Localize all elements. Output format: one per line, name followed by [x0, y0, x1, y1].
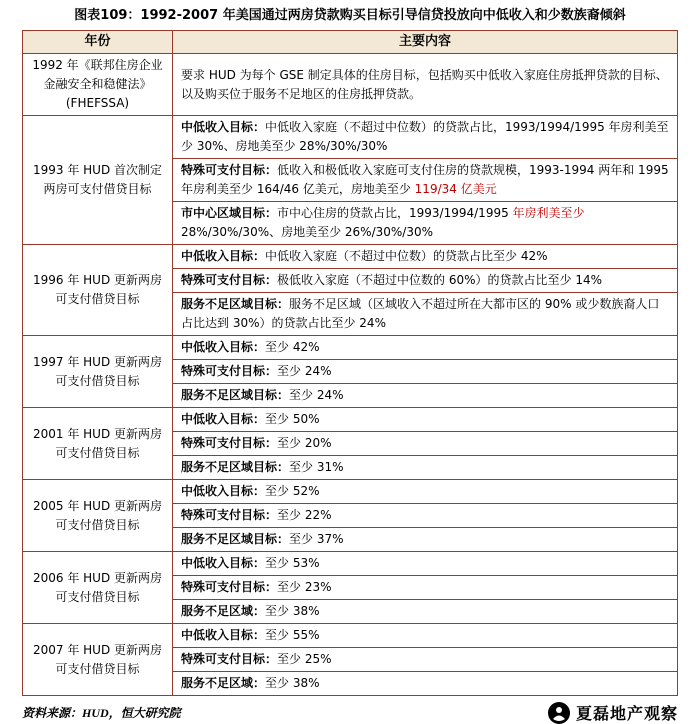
content-cell	[173, 456, 678, 480]
year-cell: 1992 年《联邦住房企业金融安全和稳健法》(FHEFSSA)	[23, 54, 173, 116]
content-label: 服务不足区域：	[181, 604, 266, 618]
content-label: 服务不足区域：	[181, 676, 266, 690]
table-row	[23, 54, 678, 116]
content-text: 中低收入家庭（不超过中位数）的贷款占比至少 42%	[265, 249, 548, 263]
year-cell: 1997 年 HUD 更新两房可支付借贷目标	[23, 336, 173, 408]
content-cell	[173, 648, 678, 672]
content-label: 特殊可支付目标：	[181, 508, 278, 522]
content-text: 年房利美至少	[512, 206, 585, 220]
content-text: 服务不足区域（区域收入不超过所在大都市区的 90% 或少数族裔人口占比达到 30%）的贷款占比至少 24%	[181, 297, 660, 330]
content-label: 特殊可支付目标：	[181, 580, 278, 594]
content-label: 服务不足区域目标：	[181, 297, 290, 311]
content-label: 中低收入目标：	[181, 484, 266, 498]
content-label: 中低收入目标：	[181, 249, 266, 263]
content-text: 至少 42%	[265, 340, 320, 354]
watermark-text: 夏磊地产观察	[575, 704, 678, 723]
content-text: 市中心住房的贷款占比，1993/1994/1995	[277, 206, 513, 220]
table-row	[23, 480, 678, 504]
content-text: 至少 38%	[265, 676, 320, 690]
table-row	[23, 624, 678, 648]
content-text: 至少 23%	[277, 580, 332, 594]
content-label: 中低收入目标：	[181, 556, 266, 570]
table-header-row	[23, 31, 678, 54]
year-cell: 1996 年 HUD 更新两房可支付借贷目标	[23, 245, 173, 336]
column-header-year: 年份	[23, 31, 173, 54]
content-label: 特殊可支付目标：	[181, 436, 278, 450]
content-label: 特殊可支付目标：	[181, 163, 278, 177]
content-label: 服务不足区域目标：	[181, 388, 290, 402]
year-cell: 2007 年 HUD 更新两房可支付借贷目标	[23, 624, 173, 696]
content-cell	[173, 672, 678, 696]
content-cell	[173, 432, 678, 456]
content-table	[22, 30, 678, 696]
content-cell	[173, 293, 678, 336]
content-label: 服务不足区域目标：	[181, 460, 290, 474]
footer	[22, 696, 678, 724]
year-cell: 2001 年 HUD 更新两房可支付借贷目标	[23, 408, 173, 480]
source-note: 资料来源：HUD，恒大研究院	[22, 706, 181, 720]
column-header-content: 主要内容	[173, 31, 678, 54]
year-cell: 2005 年 HUD 更新两房可支付借贷目标	[23, 480, 173, 552]
table-row	[23, 245, 678, 269]
content-text: 至少 55%	[265, 628, 320, 642]
watermark-logo-icon	[548, 702, 570, 724]
content-text: 至少 25%	[277, 652, 332, 666]
content-cell	[173, 54, 678, 116]
content-label: 服务不足区域目标：	[181, 532, 290, 546]
year-cell: 1993 年 HUD 首次制定两房可支付借贷目标	[23, 116, 173, 245]
content-label: 中低收入目标：	[181, 412, 266, 426]
content-label: 特殊可支付目标：	[181, 273, 278, 287]
content-cell	[173, 360, 678, 384]
content-text: 119/34 亿美元	[414, 182, 497, 196]
content-cell	[173, 269, 678, 293]
content-text: 要求 HUD 为每个 GSE 制定具体的住房目标，包括购买中低收入家庭住房抵押贷款的目标、以及购买位于服务不足地区的住房抵押贷款。	[181, 67, 668, 101]
content-text: 至少 52%	[265, 484, 320, 498]
content-label: 特殊可支付目标：	[181, 364, 278, 378]
content-cell	[173, 408, 678, 432]
content-text: 低收入和极低收入家庭可支付住房的贷款规模，1993-1994 两年和 1995 年房利美至少 164/46 亿美元，房地美至少	[181, 163, 669, 196]
content-label: 中低收入目标：	[181, 120, 266, 134]
content-cell	[173, 116, 678, 159]
table-body	[23, 54, 678, 696]
content-text: 至少 24%	[277, 364, 332, 378]
content-text: 至少 38%	[265, 604, 320, 618]
content-text: 至少 37%	[289, 532, 344, 546]
content-text: 极低收入家庭（不超过中位数的 60%）的贷款占比至少 14%	[277, 273, 602, 287]
content-text: 至少 31%	[289, 460, 344, 474]
content-cell	[173, 159, 678, 202]
content-label: 中低收入目标：	[181, 340, 266, 354]
content-text: 至少 50%	[265, 412, 320, 426]
content-cell	[173, 624, 678, 648]
content-cell	[173, 202, 678, 245]
content-cell	[173, 600, 678, 624]
content-cell	[173, 336, 678, 360]
content-cell	[173, 504, 678, 528]
table-row	[23, 336, 678, 360]
table-row	[23, 552, 678, 576]
figure-title: 图表109：1992-2007 年美国通过两房贷款购买目标引导信贷投放向中低收入和少数族裔倾斜	[74, 8, 626, 23]
content-cell	[173, 528, 678, 552]
content-text: 至少 53%	[265, 556, 320, 570]
content-label: 市中心区域目标：	[181, 206, 278, 220]
content-cell	[173, 576, 678, 600]
year-cell: 2006 年 HUD 更新两房可支付借贷目标	[23, 552, 173, 624]
watermark	[548, 701, 678, 724]
table-row	[23, 116, 678, 159]
content-text: 至少 24%	[289, 388, 344, 402]
content-text: 中低收入家庭（不超过中位数）的贷款占比，1993/1994/1995 年房利美至少 30%、房地美至少 28%/30%/30%	[181, 120, 669, 153]
table-row	[23, 408, 678, 432]
content-text: 28%/30%/30%、房地美至少 26%/30%/30%	[181, 225, 434, 239]
content-label: 中低收入目标：	[181, 628, 266, 642]
content-text: 至少 20%	[277, 436, 332, 450]
content-cell	[173, 245, 678, 269]
content-label: 特殊可支付目标：	[181, 652, 278, 666]
content-cell	[173, 384, 678, 408]
content-cell	[173, 552, 678, 576]
content-cell	[173, 480, 678, 504]
content-text: 至少 22%	[277, 508, 332, 522]
